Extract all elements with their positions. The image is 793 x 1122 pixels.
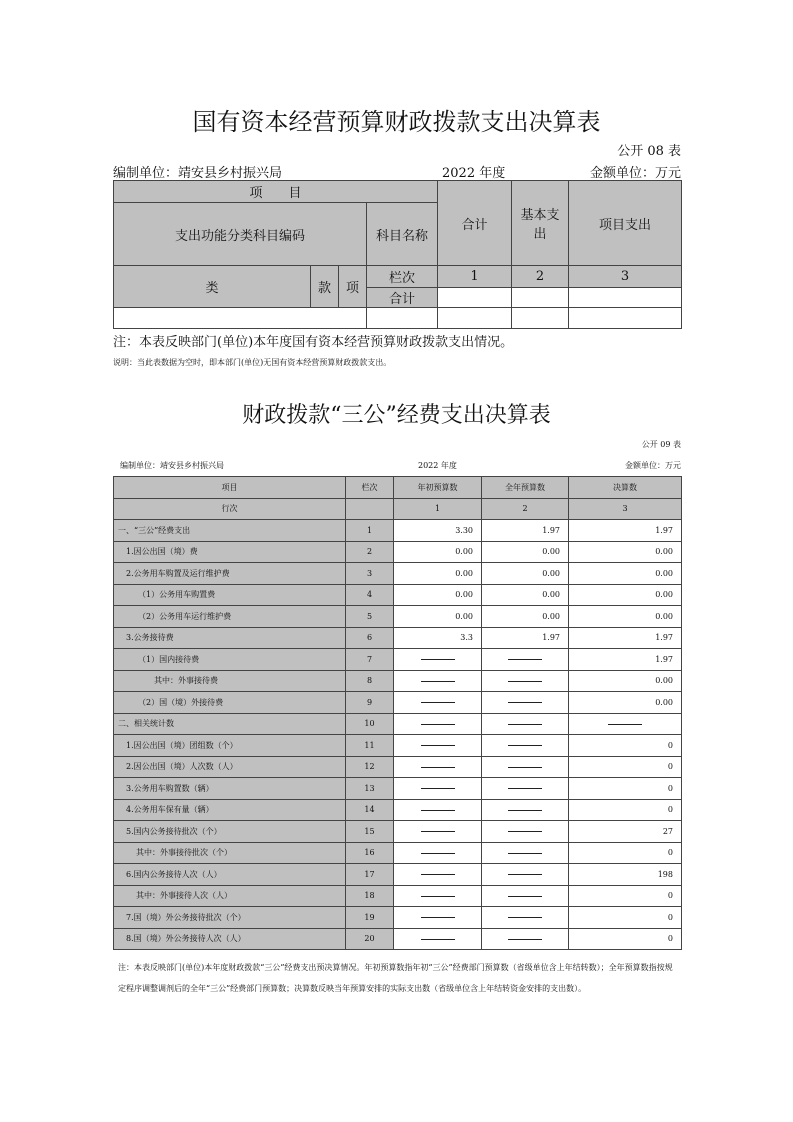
row-label: 3.公务接待费	[114, 627, 346, 649]
dash-mark	[508, 810, 542, 811]
value-cell: 0.00	[569, 563, 682, 585]
dash-mark	[421, 810, 455, 811]
dash-mark	[421, 767, 455, 768]
table-row	[114, 541, 682, 563]
dash-mark	[508, 745, 542, 746]
dash-cell	[482, 842, 569, 864]
headers-row	[114, 477, 682, 499]
dash-mark	[421, 724, 455, 725]
row-label: 7.国（境）外公务接待批次（个）	[114, 907, 346, 929]
value-cell: 0.00	[569, 584, 682, 606]
value-cell: 0	[569, 799, 682, 821]
dash-mark	[508, 702, 542, 703]
table-row	[114, 627, 682, 649]
value-cell: 0.00	[482, 606, 569, 628]
value-cell: 0	[569, 907, 682, 929]
dash-mark	[421, 917, 455, 918]
ubheaders-cell: 3	[569, 498, 682, 520]
header-cell: 全年预算数	[482, 477, 569, 499]
row-number: 13	[346, 778, 394, 800]
value-cell: 0.00	[394, 563, 482, 585]
header-kuan: 款	[311, 266, 339, 308]
subheaders-row	[114, 498, 682, 520]
dash-mark	[508, 724, 542, 725]
table2-note: 注：本表反映部门(单位)本年度财政拨款“三公”经费支出预决算情况。年初预算数指年初“三公”经费部门预算数（省级单位含上年结转数）；全年预算数指按规定程序调整调剂后的全年“三公”经费部门预算数；决算数反映当年预算安排的实际支出数（省级单位含上年结转资金安排的支出数）。	[118, 963, 673, 993]
table1-form-no: 公开 08 表	[617, 144, 681, 159]
value-cell: 0	[569, 735, 682, 757]
dash-mark	[508, 788, 542, 789]
dash-cell	[394, 799, 482, 821]
dash-cell	[482, 821, 569, 843]
empty-basic	[512, 308, 569, 329]
dash-mark	[508, 939, 542, 940]
value-cell: 0.00	[569, 692, 682, 714]
table-row	[114, 842, 682, 864]
row-number: 1	[346, 520, 394, 542]
dash-cell	[482, 713, 569, 735]
dash-cell	[482, 670, 569, 692]
value-cell: 0.00	[394, 606, 482, 628]
dash-mark	[421, 659, 455, 660]
value-cell: 0.00	[569, 670, 682, 692]
row-label: 8.国（境）外公务接待人次（人）	[114, 928, 346, 950]
value-cell: 198	[569, 864, 682, 886]
dash-mark	[508, 917, 542, 918]
header-cell: 决算数	[569, 477, 682, 499]
row-label: 其中：外事接待费	[114, 670, 346, 692]
header-xiang: 项	[339, 266, 367, 308]
dash-cell	[394, 778, 482, 800]
value-cell: 0.00	[394, 541, 482, 563]
sum-total	[438, 288, 512, 308]
ubheaders-cell	[346, 498, 394, 520]
table2-amount-unit: 金额单位：万元	[625, 461, 681, 470]
value-cell: 3.30	[394, 520, 482, 542]
dash-mark	[508, 831, 542, 832]
header-item: 项 目	[114, 181, 438, 203]
dash-mark	[421, 831, 455, 832]
empty-total	[438, 308, 512, 329]
dash-mark	[421, 939, 455, 940]
dash-cell	[394, 692, 482, 714]
dash-cell	[569, 713, 682, 735]
row-label: 其中：外事接待人次（人）	[114, 885, 346, 907]
col-2: 2	[512, 266, 569, 288]
dash-mark	[608, 724, 642, 725]
row-label: 5.国内公务接待批次（个）	[114, 821, 346, 843]
dash-mark	[421, 681, 455, 682]
table-row	[114, 584, 682, 606]
dash-mark	[508, 767, 542, 768]
table-row	[114, 778, 682, 800]
row-label: （2）国（境）外接待费	[114, 692, 346, 714]
table-row	[114, 606, 682, 628]
value-cell: 1.97	[482, 520, 569, 542]
value-cell: 0.00	[482, 563, 569, 585]
header-basic: 基本支出	[512, 181, 569, 266]
header-cell: 栏次	[346, 477, 394, 499]
value-cell: 0	[569, 928, 682, 950]
value-cell: 0.00	[569, 541, 682, 563]
dash-cell	[394, 670, 482, 692]
dash-cell	[394, 864, 482, 886]
empty-name	[367, 308, 438, 329]
row-number: 4	[346, 584, 394, 606]
row-number: 9	[346, 692, 394, 714]
row-label: 2.因公出国（境）人次数（人）	[114, 756, 346, 778]
row-label: 1.因公出国（境）费	[114, 541, 346, 563]
header-project: 项目支出	[569, 181, 682, 266]
dash-mark	[508, 896, 542, 897]
value-cell: 1.97	[569, 649, 682, 671]
value-cell: 1.97	[482, 627, 569, 649]
row-number: 10	[346, 713, 394, 735]
dash-cell	[394, 907, 482, 929]
table-row	[114, 563, 682, 585]
table1-note: 注：本表反映部门(单位)本年度国有资本经营预算财政拨款支出情况。	[113, 335, 514, 350]
table1-amount-unit: 金额单位：万元	[589, 166, 681, 181]
row-number: 20	[346, 928, 394, 950]
value-cell: 27	[569, 821, 682, 843]
row-number: 2	[346, 541, 394, 563]
table-row	[114, 799, 682, 821]
table-row	[114, 520, 682, 542]
dash-mark	[421, 853, 455, 854]
three-public-expense-table	[113, 476, 682, 950]
table2-year: 2022 年度	[418, 461, 457, 470]
row-number: 11	[346, 735, 394, 757]
state-capital-table	[113, 180, 682, 329]
dash-cell	[482, 864, 569, 886]
row-number: 7	[346, 649, 394, 671]
header-total: 合计	[438, 181, 512, 266]
row-number: 8	[346, 670, 394, 692]
row-label: （1）国内接待费	[114, 649, 346, 671]
dash-cell	[394, 842, 482, 864]
dash-mark	[508, 681, 542, 682]
table-row	[114, 756, 682, 778]
value-cell: 0.00	[482, 584, 569, 606]
dash-cell	[482, 778, 569, 800]
row-label: 一、“三公”经费支出	[114, 520, 346, 542]
dash-cell	[482, 756, 569, 778]
dash-cell	[394, 713, 482, 735]
dash-cell	[482, 928, 569, 950]
ubheaders-cell: 行次	[114, 498, 346, 520]
dash-mark	[508, 853, 542, 854]
table1-explain: 说明：当此表数据为空时，即本部门(单位)无国有资本经营预算财政拨款支出。	[113, 358, 392, 367]
dash-mark	[421, 788, 455, 789]
row-label: 3.公务用车购置数（辆）	[114, 778, 346, 800]
row-number: 14	[346, 799, 394, 821]
table-row	[114, 928, 682, 950]
dash-cell	[482, 735, 569, 757]
row-label: 2.公务用车购置及运行维护费	[114, 563, 346, 585]
row-number: 3	[346, 563, 394, 585]
row-number: 6	[346, 627, 394, 649]
dash-cell	[482, 692, 569, 714]
dash-mark	[421, 745, 455, 746]
value-cell: 0.00	[569, 606, 682, 628]
dash-cell	[482, 649, 569, 671]
dash-cell	[482, 799, 569, 821]
table2-form-no: 公开 09 表	[641, 440, 681, 449]
table-row	[114, 821, 682, 843]
header-cell: 年初预算数	[394, 477, 482, 499]
table2-title: 财政拨款“三公”经费支出决算表	[242, 403, 551, 428]
table1-title: 国有资本经营预算财政拨款支出决算表	[192, 108, 601, 136]
header-name: 科目名称	[367, 203, 438, 266]
dash-mark	[421, 702, 455, 703]
header-lei: 类	[114, 266, 311, 308]
value-cell: 0.00	[394, 584, 482, 606]
row-number: 16	[346, 842, 394, 864]
dash-mark	[421, 874, 455, 875]
row-label: 1.因公出国（境）团组数（个）	[114, 735, 346, 757]
header-code: 支出功能分类科目编码	[114, 203, 367, 266]
dash-cell	[394, 735, 482, 757]
dash-mark	[508, 659, 542, 660]
value-cell: 3.3	[394, 627, 482, 649]
dash-cell	[394, 649, 482, 671]
row-label: 二、相关统计数	[114, 713, 346, 735]
value-cell: 0	[569, 778, 682, 800]
table2-unit: 编制单位：靖安县乡村振兴局	[120, 461, 224, 470]
sum-basic	[512, 288, 569, 308]
row-number: 18	[346, 885, 394, 907]
dash-mark	[508, 874, 542, 875]
row-number: 5	[346, 606, 394, 628]
dash-cell	[394, 821, 482, 843]
table-row	[114, 649, 682, 671]
dash-mark	[421, 896, 455, 897]
dash-cell	[394, 756, 482, 778]
value-cell: 1.97	[569, 520, 682, 542]
row-label: （1）公务用车购置费	[114, 584, 346, 606]
table1-year: 2022 年度	[442, 166, 506, 181]
table-row	[114, 713, 682, 735]
header-cell: 项目	[114, 477, 346, 499]
dash-cell	[394, 928, 482, 950]
sum-project	[569, 288, 682, 308]
table-row	[114, 735, 682, 757]
value-cell: 1.97	[569, 627, 682, 649]
row-number: 17	[346, 864, 394, 886]
table-row	[114, 670, 682, 692]
table-row	[114, 864, 682, 886]
table-row	[114, 907, 682, 929]
sum-label: 合计	[367, 288, 438, 308]
row-number: 12	[346, 756, 394, 778]
row-label: 其中：外事接待批次（个）	[114, 842, 346, 864]
value-cell: 0	[569, 756, 682, 778]
value-cell: 0	[569, 842, 682, 864]
table-row	[114, 692, 682, 714]
row-label: （2）公务用车运行维护费	[114, 606, 346, 628]
col-1: 1	[438, 266, 512, 288]
value-cell: 0.00	[482, 541, 569, 563]
dash-cell	[482, 885, 569, 907]
row-label: 4.公务用车保有量（辆）	[114, 799, 346, 821]
empty-project	[569, 308, 682, 329]
empty-code	[114, 308, 367, 329]
dash-cell	[394, 885, 482, 907]
ubheaders-cell: 1	[394, 498, 482, 520]
row-number: 19	[346, 907, 394, 929]
table1-unit: 编制单位：靖安县乡村振兴局	[113, 166, 283, 181]
row-label: 6.国内公务接待人次（人）	[114, 864, 346, 886]
value-cell: 0	[569, 885, 682, 907]
row-number: 15	[346, 821, 394, 843]
table-row	[114, 885, 682, 907]
col-3: 3	[569, 266, 682, 288]
header-column-no: 栏次	[367, 266, 438, 288]
dash-cell	[482, 907, 569, 929]
ubheaders-cell: 2	[482, 498, 569, 520]
